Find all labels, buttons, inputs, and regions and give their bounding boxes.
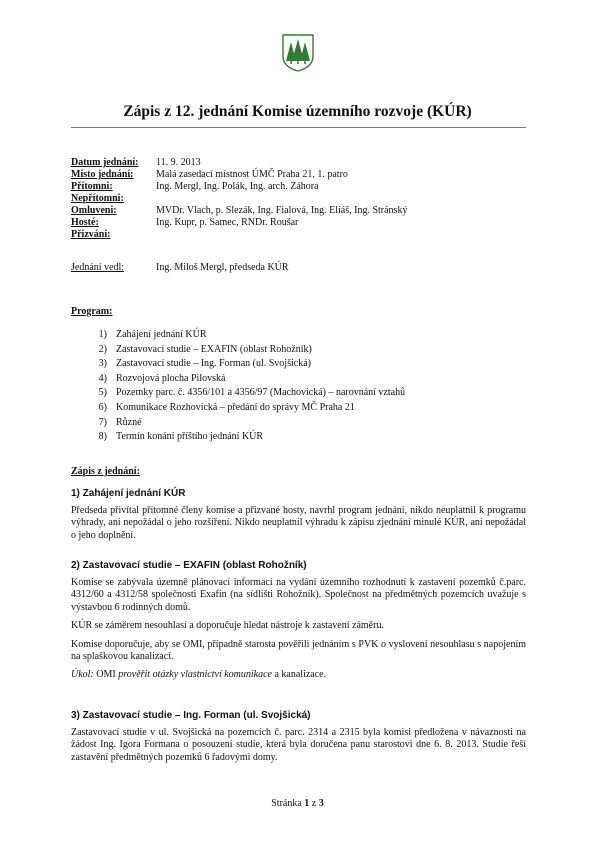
document-title: Zápis z 12. jednání Komise územního rozvoje (KÚR): [123, 103, 472, 120]
section-3-heading: 3) Zastavovací studie – Ing. Forman (ul. Svojšická): [71, 710, 311, 721]
present-value: Ing. Mergl, Ing. Polák, Ing. arch. Záhora: [156, 181, 319, 192]
page-footer: [0, 798, 595, 809]
section-2-recommendation: Komise doporučuje, aby se OMI, případně starosta pověřili jednáním s PVK o vyslovení nesouhlasu s napojením na splaškovou kanalizací.: [71, 638, 526, 663]
section-3-text: Zastavovací studie v ul. Svojšická na pozemcích č. parc. 2314 a 2315 byla komisi předložena v návaznosti na žádost Ing. Igora Formana o posouzení studie, která byla doručena panu starostovi dne 6. 8. 2013. Studie řeší zastavění předmětných pozemků 6 řadovými domy.: [71, 727, 526, 763]
section-2-text: Komise se zabývala územně plánovací informací na vydání územního rozhodnutí k zastavení pozemků č.parc. 4312/60 a 4312/58 společnosti Exafin (na sídlišti Rohožník). Společnost na předmětných pozemcích uvažuje s výstavbou 6 rodinných domů.: [71, 577, 526, 613]
guests-label: Hosté:: [71, 217, 99, 228]
program-item: [89, 401, 405, 416]
program-item-number: 3): [98, 358, 107, 370]
task-action: prověřit otázky vlastnictví komunikace: [118, 669, 272, 681]
program-item-number: 2): [98, 343, 107, 355]
invited-row: [71, 229, 531, 241]
program-item-text: Různé: [116, 416, 142, 428]
program-item-text: Komunikace Rozhovická – předání do správy MČ Praha 21: [116, 401, 355, 413]
footer-page: 1: [304, 798, 310, 809]
program-item-number: 7): [98, 416, 107, 428]
present-label: Přítomni:: [71, 181, 113, 192]
program-list: [89, 328, 405, 445]
footer-sep: z: [311, 798, 317, 809]
program-item-text: Termín konání příštího jednání KÚR: [116, 431, 264, 443]
program-item-text: Pozemky parc. č. 4356/101 a 4356/97 (Machovická) – narovnání vztahů: [116, 387, 406, 399]
section-1-text: Předseda přivítal přítomné členy komise a přizvané hosty, navrhl program jednání, nikdo neuplatnil k programu výhrady, ani nepožádal o jeho rozšíření. Nikdo neuplatnil výhradu k zápisu zjednání minulé KÚR, ani nepožádal o jeho doplnění.: [71, 505, 526, 541]
excused-value: MVDr. Vlach, p. Slezák, Ing. Fialová, Ing. Eliáš, Ing. Stránský: [156, 205, 408, 216]
program-item-number: 1): [98, 329, 107, 340]
program-item-number: 8): [98, 431, 107, 443]
program-item-text: Zastavovací studie – EXAFIN (oblast Rohožník): [116, 343, 312, 355]
program-item: [89, 416, 405, 431]
chair-row: [71, 262, 531, 273]
task-label: Úkol:: [71, 669, 94, 681]
section-2: [71, 560, 526, 682]
section-2-decision: KÚR se záměrem nesouhlasí a doporučuje hledat nástroje k zastavení záměru.: [71, 620, 384, 632]
section-2-heading: 2) Zastavovací studie – EXAFIN (oblast Rohožník): [71, 560, 307, 571]
meeting-details: [71, 157, 531, 241]
excused-label: Omluveni:: [71, 205, 117, 216]
absent-label: Nepřítomni:: [71, 193, 124, 204]
program-item: [89, 386, 405, 401]
date-value: 11. 9. 2013: [156, 157, 201, 168]
program-item-number: 4): [98, 372, 107, 384]
guests-value: Ing. Kupr, p. Samec, RNDr. Roušar: [156, 217, 299, 228]
footer-total: 3: [318, 798, 324, 809]
program-item: [89, 372, 405, 387]
date-row: [71, 157, 531, 169]
task-rest: a kanalizace.: [274, 669, 327, 681]
section-3: [71, 710, 526, 764]
minutes-heading: Zápis z jednání:: [71, 466, 140, 477]
program-heading: Program:: [71, 306, 113, 317]
absent-row: [71, 193, 531, 205]
municipality-crest: [282, 34, 314, 72]
program-item: [89, 357, 405, 372]
chair-label: Jednání vedl:: [71, 262, 125, 273]
footer-prefix: Stránka: [271, 798, 302, 809]
guests-row: [71, 217, 531, 229]
program-item: [89, 430, 405, 445]
program-item: [89, 343, 405, 358]
date-label: Datum jednání:: [71, 157, 139, 168]
section-2-task: [71, 669, 526, 681]
program-item: [89, 328, 405, 343]
place-label: Místo jednání:: [71, 169, 134, 180]
excused-row: [71, 205, 531, 217]
place-value: Malá zasedací místnost ÚMČ Praha 21, 1. patro: [156, 169, 348, 180]
place-row: [71, 169, 531, 181]
program-item-number: 6): [98, 401, 107, 413]
invited-value: [156, 229, 531, 241]
program-item-text: Zastavovací studie – Ing. Forman (ul. Svojšická): [116, 358, 311, 370]
program-item-text: Zahájení jednání KÚR: [116, 329, 207, 340]
section-1-heading: 1) Zahájení jednání KÚR: [71, 488, 186, 499]
program-item-number: 5): [98, 387, 107, 399]
invited-label: Přizváni:: [71, 229, 111, 240]
section-1: [71, 488, 526, 542]
program-item-text: Rozvojová plocha Pilovská: [116, 372, 226, 384]
absent-value: [156, 193, 531, 205]
title-divider: [71, 127, 526, 128]
present-row: [71, 181, 531, 193]
chair-value: Ing. Miloš Mergl, předseda KÚR: [156, 262, 289, 273]
task-owner: OMI: [96, 669, 116, 681]
